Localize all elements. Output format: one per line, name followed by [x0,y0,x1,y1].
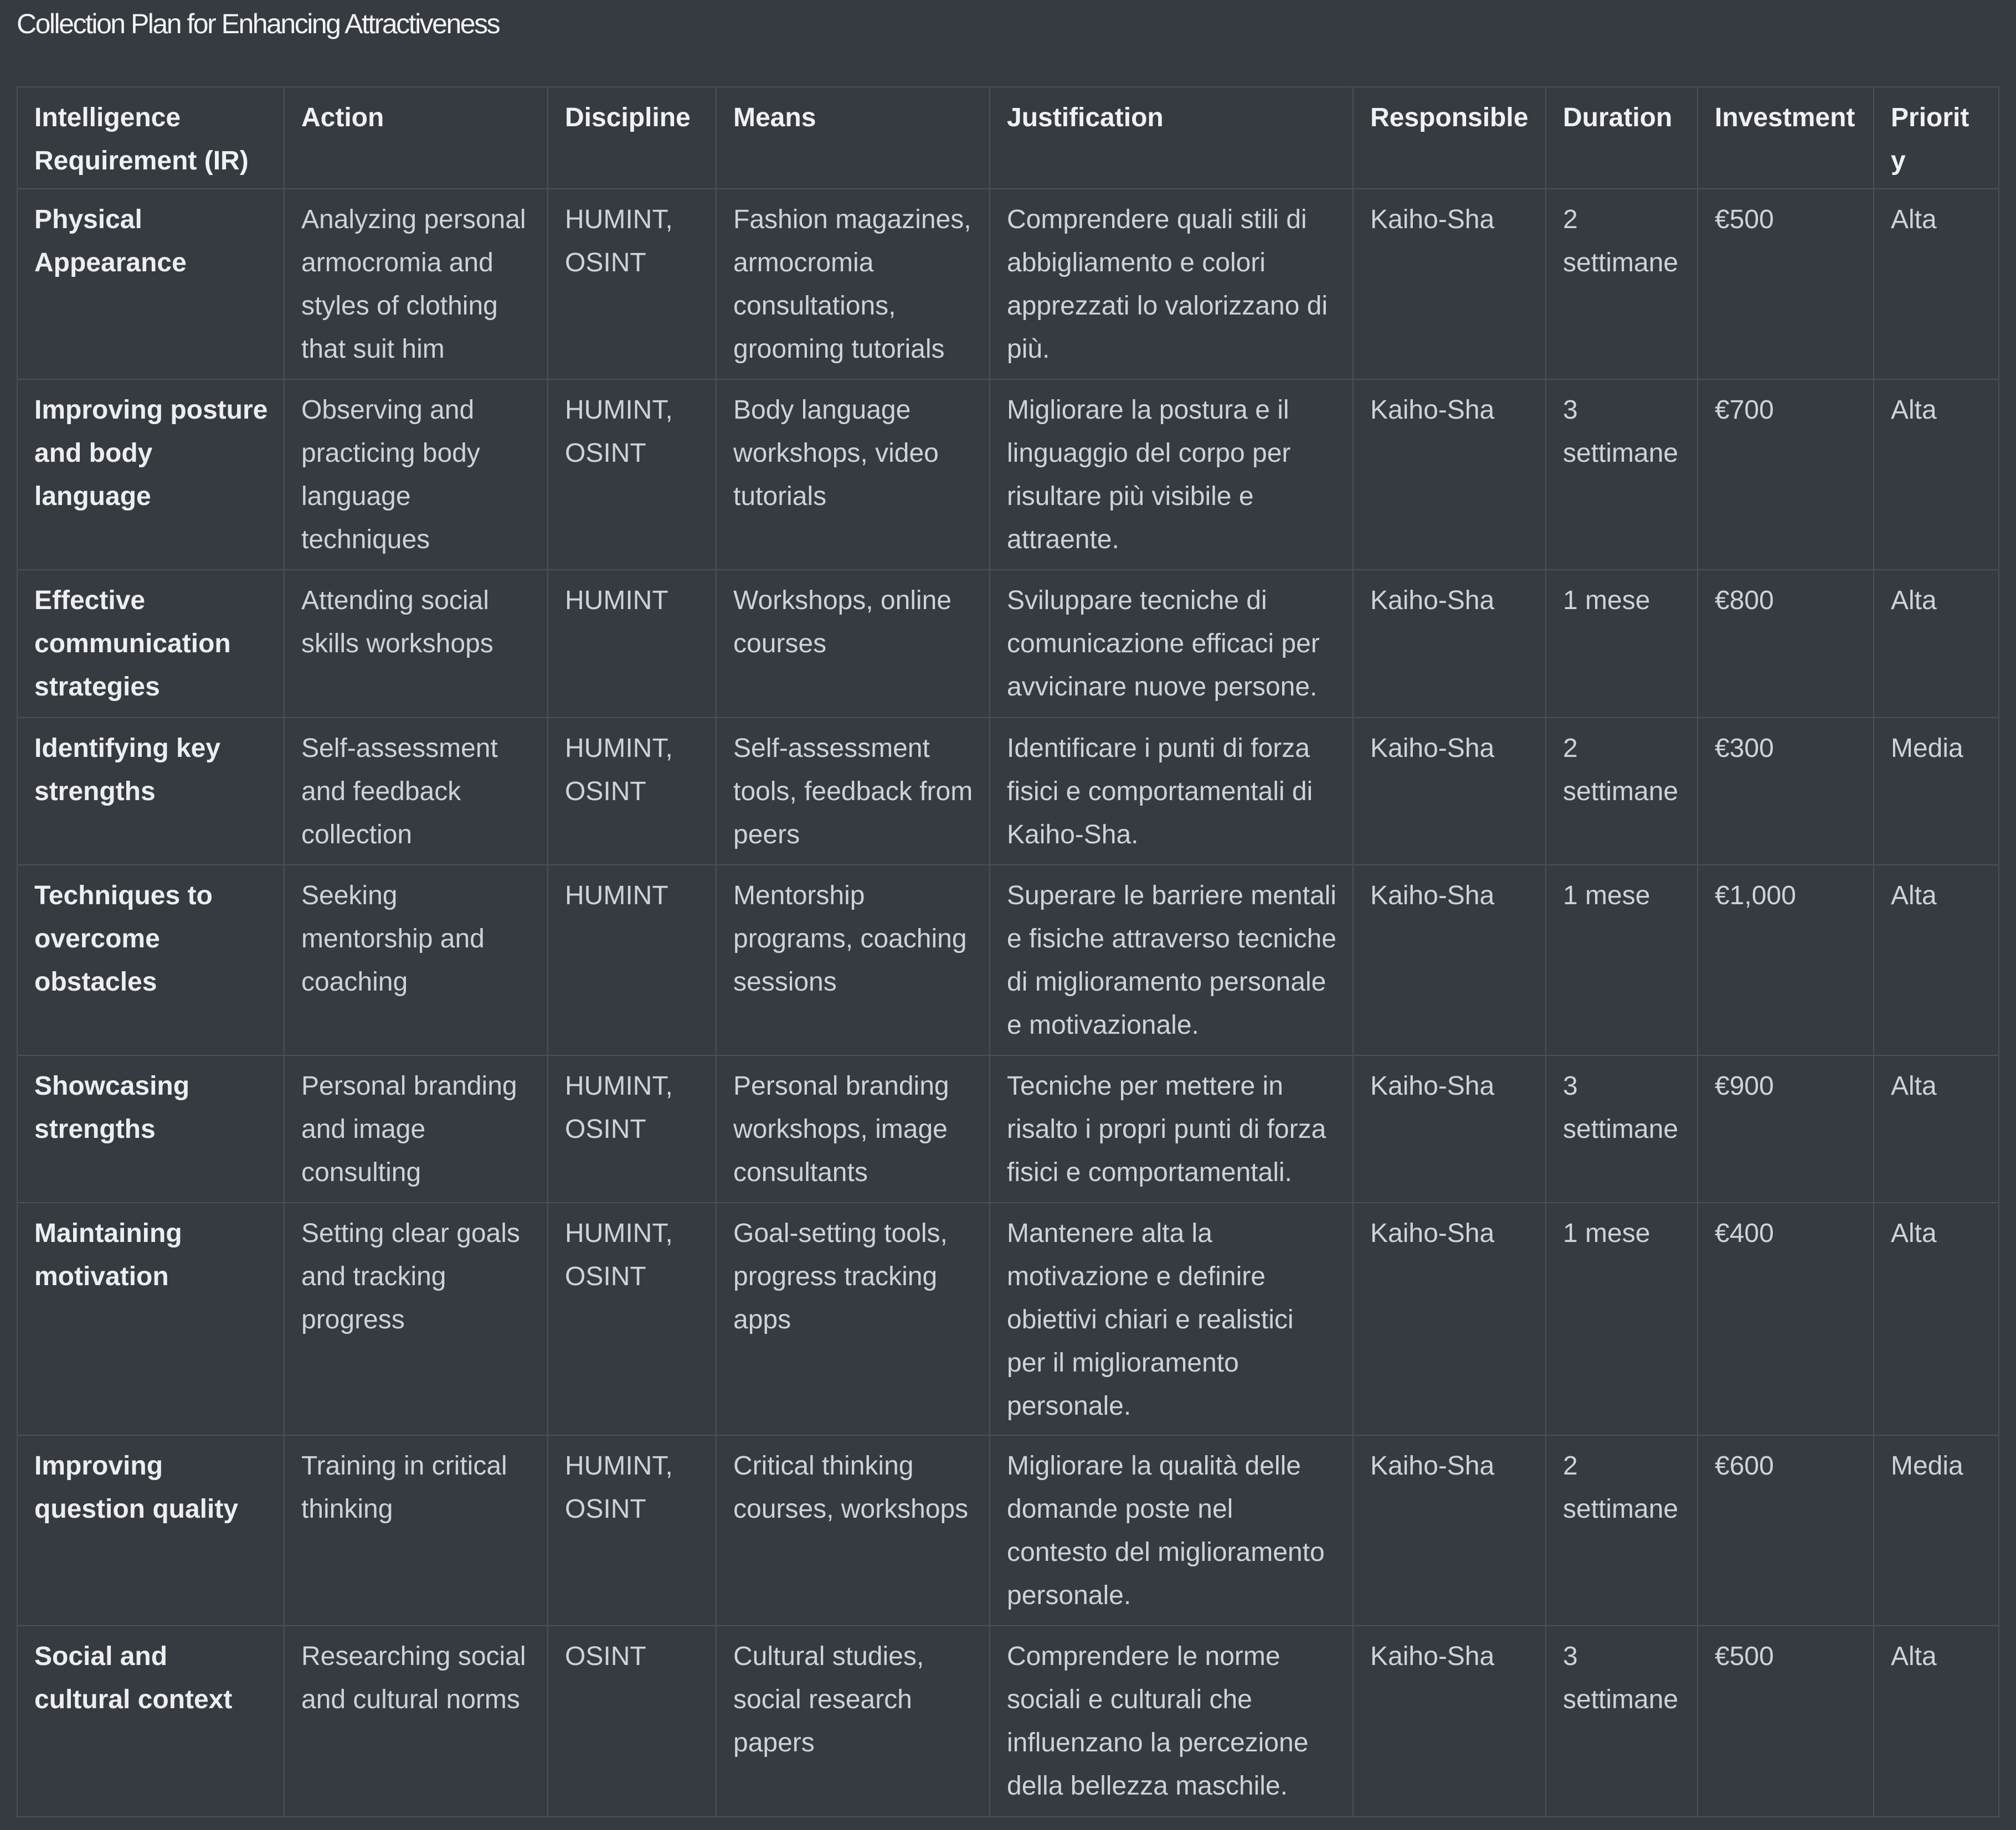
cell-priority: Alta [1874,570,1999,718]
cell-action: Attending social skills workshops [284,570,548,718]
cell-action: Observing and practicing body language techniques [284,379,548,570]
cell-responsible: Kaiho-Sha [1353,865,1546,1055]
cell-means: Self-assessment tools, feedback from peers [716,718,990,865]
cell-duration: 2 settimane [1546,1435,1698,1626]
cell-discipline: HUMINT, OSINT [548,718,716,865]
cell-priority: Alta [1874,189,1999,379]
cell-investment: €900 [1698,1055,1874,1203]
cell-investment: €300 [1698,718,1874,865]
cell-discipline: HUMINT [548,570,716,718]
table-row [17,189,1999,379]
cell-investment: €700 [1698,379,1874,570]
cell-means: Mentorship programs, coaching sessions [716,865,990,1055]
cell-means: Critical thinking courses, workshops [716,1435,990,1626]
cell-action: Training in critical thinking [284,1435,548,1626]
cell-priority: Alta [1874,865,1999,1055]
header-means: Means [716,87,990,189]
cell-duration: 1 mese [1546,570,1698,718]
cell-duration: 3 settimane [1546,1055,1698,1203]
cell-ir: Maintaining motivation [17,1203,284,1435]
cell-responsible: Kaiho-Sha [1353,1055,1546,1203]
table-row [17,1203,1999,1435]
cell-duration: 3 settimane [1546,379,1698,570]
cell-priority: Media [1874,1435,1999,1626]
cell-discipline: HUMINT, OSINT [548,189,716,379]
cell-justification: Superare le barriere mentali e fisiche attraverso tecniche di miglioramento personale e motivazionale. [990,865,1353,1055]
cell-responsible: Kaiho-Sha [1353,1435,1546,1626]
table-header-row [17,87,1999,189]
cell-ir: Improving posture and body language [17,379,284,570]
header-discipline: Discipline [548,87,716,189]
cell-duration: 2 settimane [1546,189,1698,379]
cell-investment: €500 [1698,189,1874,379]
cell-responsible: Kaiho-Sha [1353,570,1546,718]
table-row [17,1055,1999,1203]
cell-investment: €600 [1698,1435,1874,1626]
cell-action: Personal branding and image consulting [284,1055,548,1203]
cell-priority: Alta [1874,379,1999,570]
cell-responsible: Kaiho-Sha [1353,718,1546,865]
cell-action: Researching social and cultural norms [284,1626,548,1817]
cell-means: Personal branding workshops, image consultants [716,1055,990,1203]
cell-responsible: Kaiho-Sha [1353,379,1546,570]
cell-justification: Sviluppare tecniche di comunicazione efficaci per avvicinare nuove persone. [990,570,1353,718]
header-action: Action [284,87,548,189]
cell-justification: Comprendere quali stili di abbigliamento e colori apprezzati lo valorizzano di più. [990,189,1353,379]
cell-ir: Identifying key strengths [17,718,284,865]
cell-ir: Showcasing strengths [17,1055,284,1203]
cell-action: Seeking mentorship and coaching [284,865,548,1055]
cell-means: Cultural studies, social research papers [716,1626,990,1817]
cell-justification: Migliorare la postura e il linguaggio del corpo per risultare più visibile e attraente. [990,379,1353,570]
cell-means: Fashion magazines, armocromia consultations, grooming tutorials [716,189,990,379]
cell-ir: Improving question quality [17,1435,284,1626]
header-investment: Investment [1698,87,1874,189]
collection-plan-table [17,86,1999,1817]
cell-discipline: HUMINT, OSINT [548,1435,716,1626]
cell-justification: Identificare i punti di forza fisici e comportamentali di Kaiho-Sha. [990,718,1353,865]
header-justification: Justification [990,87,1353,189]
cell-ir: Techniques to overcome obstacles [17,865,284,1055]
table-row [17,379,1999,570]
cell-responsible: Kaiho-Sha [1353,1626,1546,1817]
cell-action: Self-assessment and feedback collection [284,718,548,865]
cell-justification: Tecniche per mettere in risalto i propri punti di forza fisici e comportamentali. [990,1055,1353,1203]
cell-discipline: HUMINT, OSINT [548,379,716,570]
cell-duration: 1 mese [1546,1203,1698,1435]
table-row [17,1626,1999,1817]
cell-priority: Media [1874,718,1999,865]
cell-duration: 2 settimane [1546,718,1698,865]
cell-duration: 3 settimane [1546,1626,1698,1817]
table-row [17,570,1999,718]
cell-action: Analyzing personal armocromia and styles of clothing that suit him [284,189,548,379]
cell-investment: €1,000 [1698,865,1874,1055]
cell-justification: Migliorare la qualità delle domande poste nel contesto del miglioramento personale. [990,1435,1353,1626]
cell-ir: Social and cultural context [17,1626,284,1817]
cell-priority: Alta [1874,1626,1999,1817]
cell-ir: Physical Appearance [17,189,284,379]
table-row [17,865,1999,1055]
cell-investment: €500 [1698,1626,1874,1817]
cell-means: Workshops, online courses [716,570,990,718]
cell-investment: €800 [1698,570,1874,718]
header-ir: Intelligence Requirement (IR) [17,87,284,189]
cell-responsible: Kaiho-Sha [1353,1203,1546,1435]
table-row [17,1435,1999,1626]
cell-discipline: HUMINT, OSINT [548,1203,716,1435]
cell-justification: Mantenere alta la motivazione e definire obiettivi chiari e realistici per il miglioramento personale. [990,1203,1353,1435]
cell-discipline: OSINT [548,1626,716,1817]
page-title: Collection Plan for Enhancing Attractiveness [17,8,500,39]
cell-priority: Alta [1874,1203,1999,1435]
cell-priority: Alta [1874,1055,1999,1203]
cell-duration: 1 mese [1546,865,1698,1055]
header-priority: Priority [1874,87,1999,189]
cell-justification: Comprendere le norme sociali e culturali che influenzano la percezione della bellezza maschile. [990,1626,1353,1817]
cell-means: Body language workshops, video tutorials [716,379,990,570]
cell-investment: €400 [1698,1203,1874,1435]
cell-action: Setting clear goals and tracking progress [284,1203,548,1435]
table-row [17,718,1999,865]
cell-ir: Effective communication strategies [17,570,284,718]
cell-responsible: Kaiho-Sha [1353,189,1546,379]
header-responsible: Responsible [1353,87,1546,189]
cell-means: Goal-setting tools, progress tracking apps [716,1203,990,1435]
header-duration: Duration [1546,87,1698,189]
cell-discipline: HUMINT, OSINT [548,1055,716,1203]
cell-discipline: HUMINT [548,865,716,1055]
